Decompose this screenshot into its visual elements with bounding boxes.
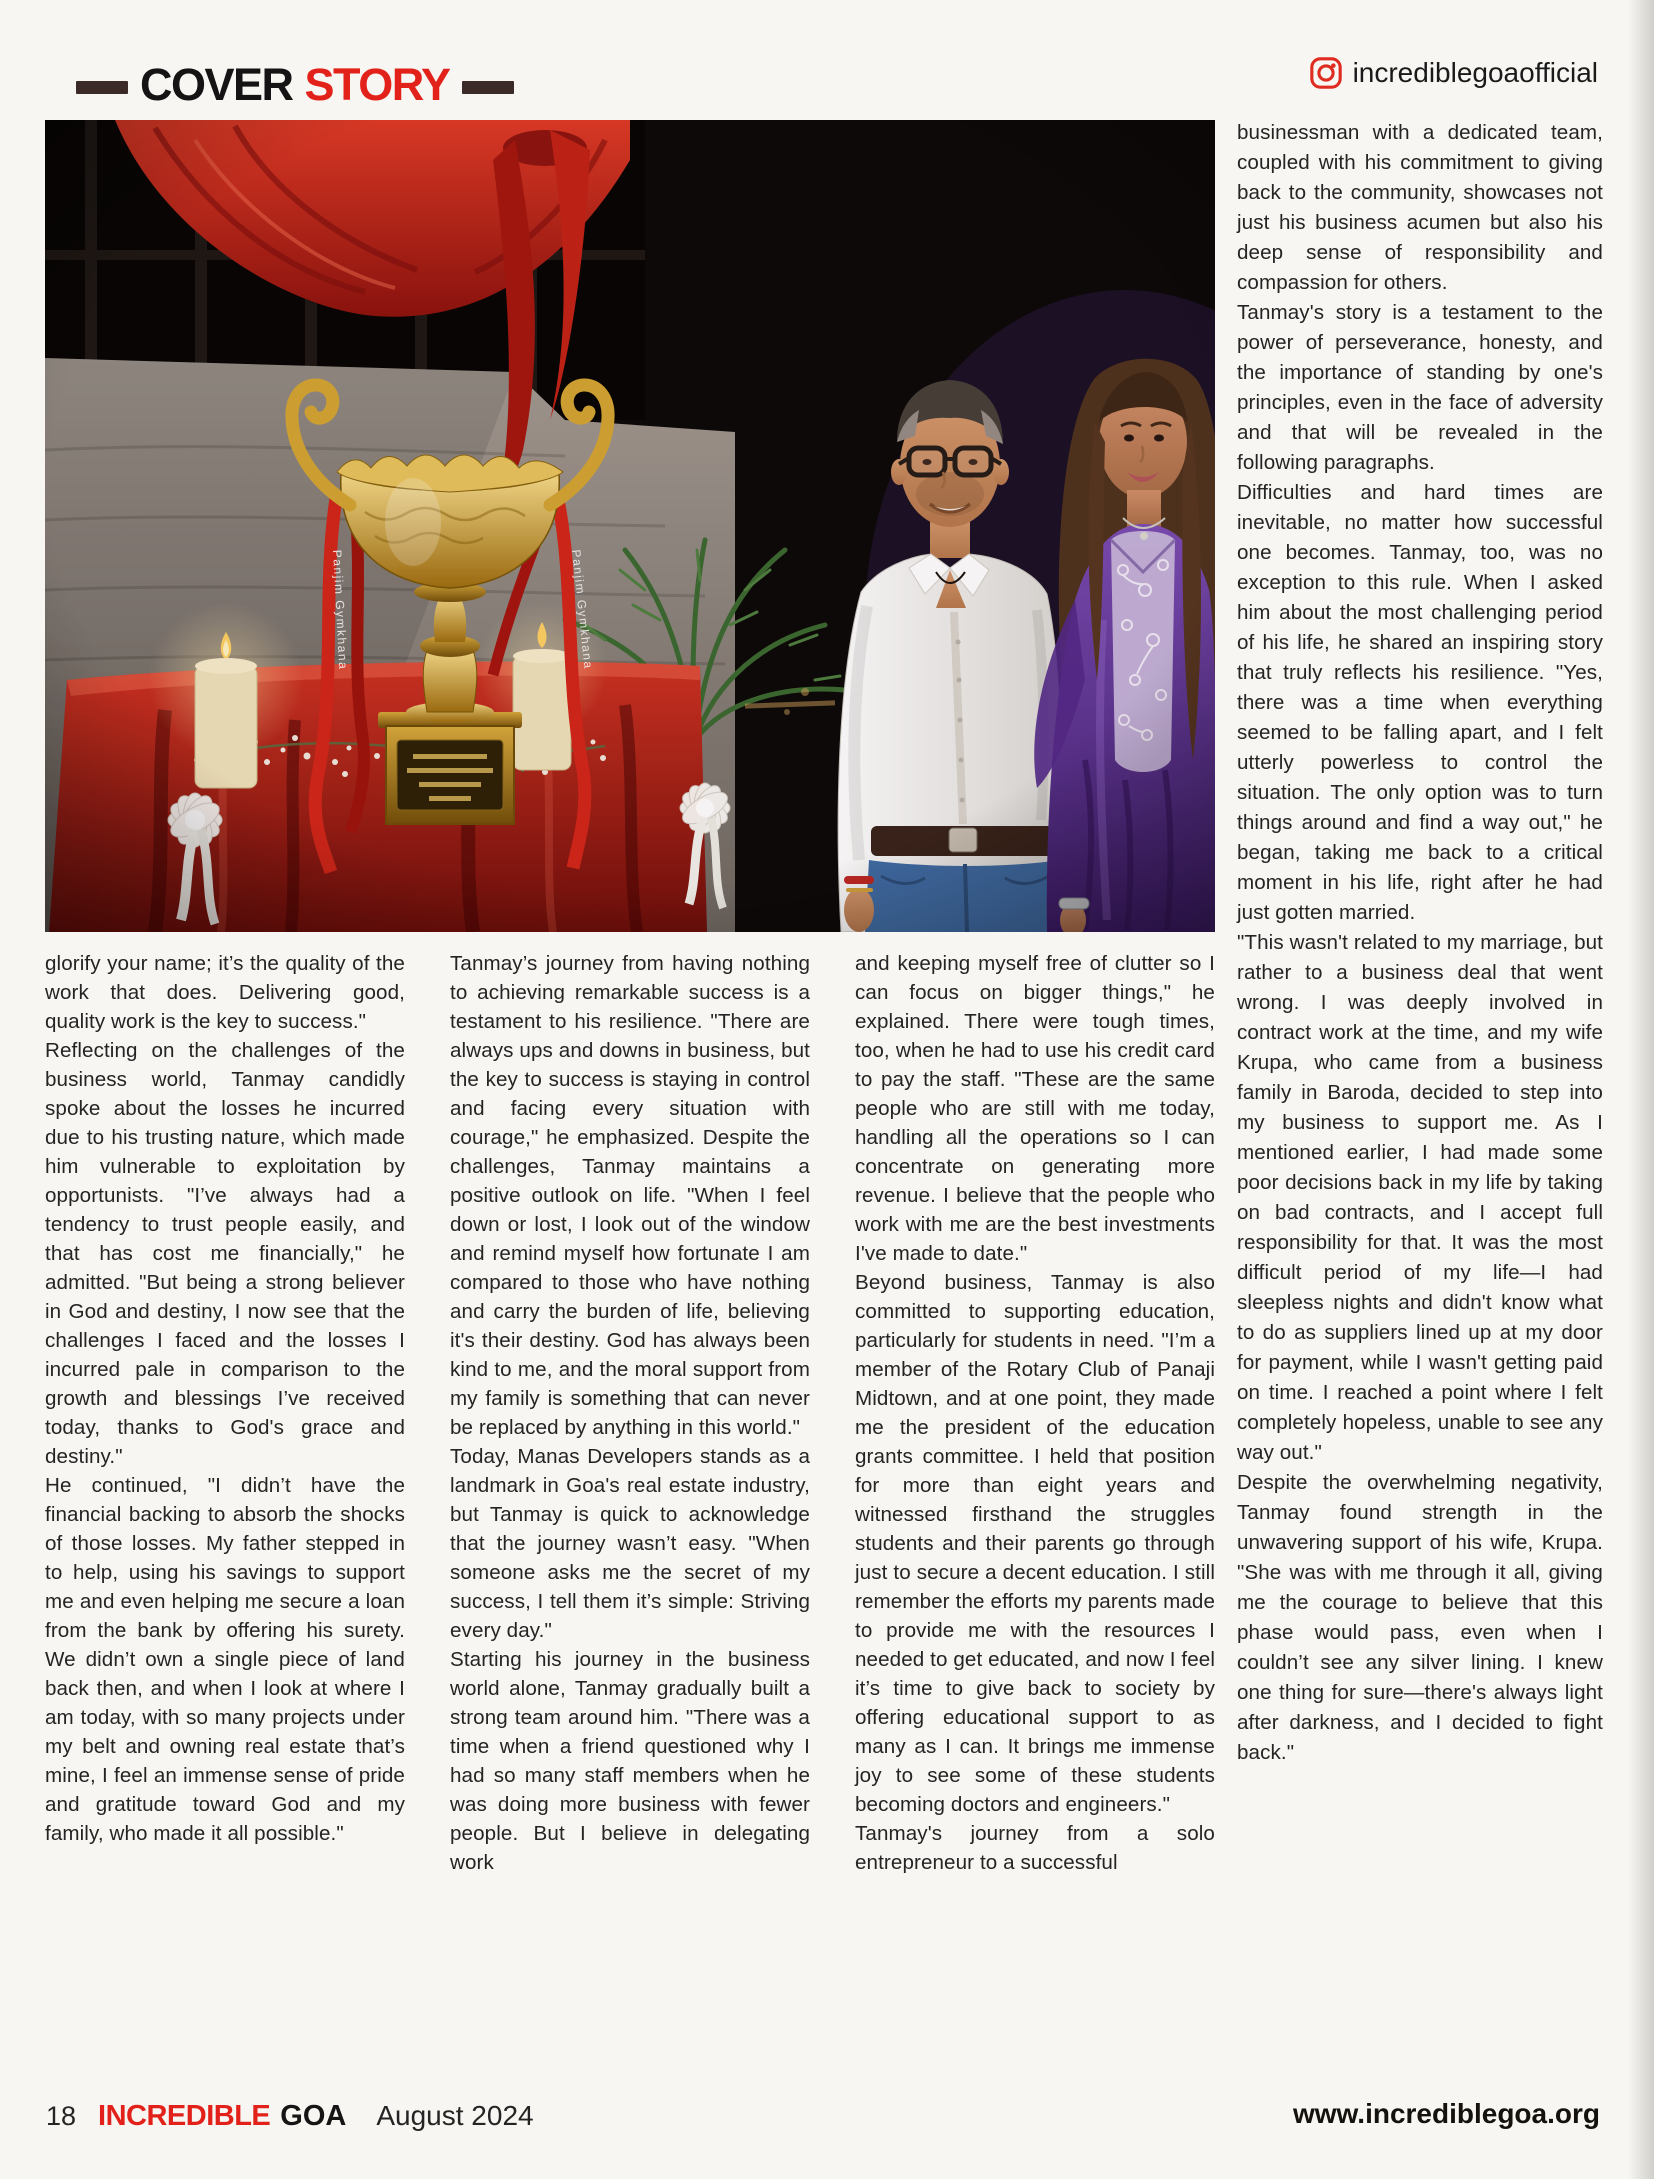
paragraph: businessman with a dedicated team, coupled with his commitment to giving back to the community, showcases not just his business acumen but also his deep sense of responsibility and compassion for others.: [1237, 121, 1603, 294]
instagram-icon: [1309, 56, 1343, 90]
instagram-handle: incrediblegoaofficial: [1352, 57, 1598, 88]
header-dash-right: [462, 81, 514, 94]
header-dash-left: [76, 81, 128, 94]
article-columns: [45, 949, 1215, 2069]
paragraph: Difficulties and hard times are inevitable, no matter how successful one becomes. Tanmay, too, was no exception to this rule. When I asked him about the most challenging period of his life, he shared an inspiring story that truly reflects his resilience. "Yes, there was a time when everything seemed to be falling apart, and I felt utterly powerless to control the situation. The only option was to turn things around and find a way out," he began, taking me back to a critical moment in his life, right after he had just gotten married.: [1237, 481, 1603, 924]
text-column-1: [45, 949, 405, 2069]
page-number: 18: [46, 2101, 77, 2131]
text-column-4: [1237, 118, 1603, 2068]
paragraph: Despite the overwhelming negativity, Tanmay found strength in the unwavering support of his wife, Krupa. "She was with me through it all, giving me the courage to believe that this phase would pass, even when I couldn’t see any silver lining. I knew one thing for sure—there's always light after darkness, and I decided to fight back.": [1237, 1471, 1603, 1764]
page-title-word1: COVER: [140, 59, 293, 110]
paragraph: Tanmay’s journey from having nothing to achieving remarkable success is a testament to his resilience. "There are always ups and downs in business, but the key to success is staying in control and facing every situation with courage," he emphasized. Despite the challenges, Tanmay maintains a positive outlook on life. "When I feel down or lost, I look out of the window and remind myself how fortunate I am compared to those who have nothing and carry the burden of life, believing it's their destiny. God has always been kind to me, and the moral support from my family is something that can never be replaced by anything in this world.": [450, 952, 810, 1439]
paragraph: and keeping myself free of clutter so I can focus on bigger things," he explained. There were tough times, too, when he had to use his credit card to pay the staff. "These are the same people who are still with me today, handling all the operations so I can concentrate on generating more revenue. I believe that the people who work with me are the best investments I've made to date.": [855, 952, 1215, 1265]
paragraph: Beyond business, Tanmay is also committed to supporting education, particularly for students in need. "I’m a member of the Rotary Club of Panaji Midtown, and at one point, they made me the president of the education grants committee. I held that position for more than eight years and witnessed firsthand the struggles students and their parents go through just to secure a decent education. I still remember the efforts my parents made to provide me with the resources I needed to get educated, and now I feel it’s time to give back to society by offering educational support to as many as I can. It brings me immense joy to see some of these students becoming doctors and engineers.": [855, 1271, 1215, 1816]
text-column-3: [855, 949, 1215, 2069]
cover-photo: [45, 120, 1215, 932]
magazine-name-red: INCREDIBLE: [98, 2100, 271, 2132]
section-header: [76, 59, 514, 110]
text-column-2: [450, 949, 810, 2069]
magazine-name-black: GOA: [280, 2100, 347, 2132]
paragraph: He continued, "I didn’t have the financial backing to absorb the shocks of those losses. My father stepped in to help, using his savings to support me and even helping me secure a loan from the bank by offering his surety. We didn’t own a single piece of land back then, and when I look at where I am today, with so many projects under my belt and owning real estate that’s mine, I feel an immense sense of pride and gratitude toward God and my family, who made it all possible.": [45, 1474, 405, 1845]
cover-photo-illustration: [45, 120, 1215, 932]
paragraph: glorify your name; it’s the quality of the work that does. Delivering good, quality work is the key to success.": [45, 952, 405, 1033]
page-edge-shadow: [1628, 0, 1654, 2179]
paragraph: Tanmay's story is a testament to the power of perseverance, honesty, and the importance of standing by one's principles, even in the face of adversity and that will be revealed in the following paragraphs.: [1237, 301, 1603, 474]
paragraph: Starting his journey in the business world alone, Tanmay gradually built a strong team around him. "There was a time when a friend questioned why I had so many staff members when he was doing more business with fewer people. But I believe in delegating work: [450, 1648, 810, 1874]
page-title-word2: STORY: [304, 59, 450, 110]
issue-date: August 2024: [376, 2100, 534, 2131]
footer-left: [46, 2100, 534, 2133]
paragraph: Today, Manas Developers stands as a landmark in Goa's real estate industry, but Tanmay is quick to acknowledge that the journey wasn’t easy. "When someone asks me the secret of my success, I tell them it’s simple: Striving every day.": [450, 1445, 810, 1642]
paragraph: Tanmay's journey from a solo entrepreneur to a successful: [855, 1822, 1215, 1874]
instagram-handle-row: [1309, 56, 1598, 90]
paragraph: "This wasn't related to my marriage, but rather to a business deal that went wrong. I was deeply involved in contract work at the time, and my wife Krupa, who came from a business family in Baroda, decided to step into my business to support me. As I mentioned earlier, I had made some poor decisions back in my life by taking on bad contracts, and I accept full responsibility for that. It was the most difficult period of my life—I had sleepless nights and didn't know what to do as suppliers lined up at my door for payment, while I wasn't getting paid on time. I reached a point where I felt completely hopeless, unable to see any way out.": [1237, 931, 1603, 1464]
page-title: [140, 59, 450, 110]
website-url: www.incrediblegoa.org: [1292, 2098, 1600, 2129]
paragraph: Reflecting on the challenges of the business world, Tanmay candidly spoke about the losses he incurred due to his trusting nature, which made him vulnerable to exploitation by opportunists. "I’ve always had a tendency to trust people easily, and that has cost me financially," he admitted. "But being a strong believer in God and destiny, I now see that the challenges I faced and the losses I incurred pale in comparison to the growth and blessings I’ve received today, thanks to God's grace and destiny.": [45, 1039, 405, 1468]
